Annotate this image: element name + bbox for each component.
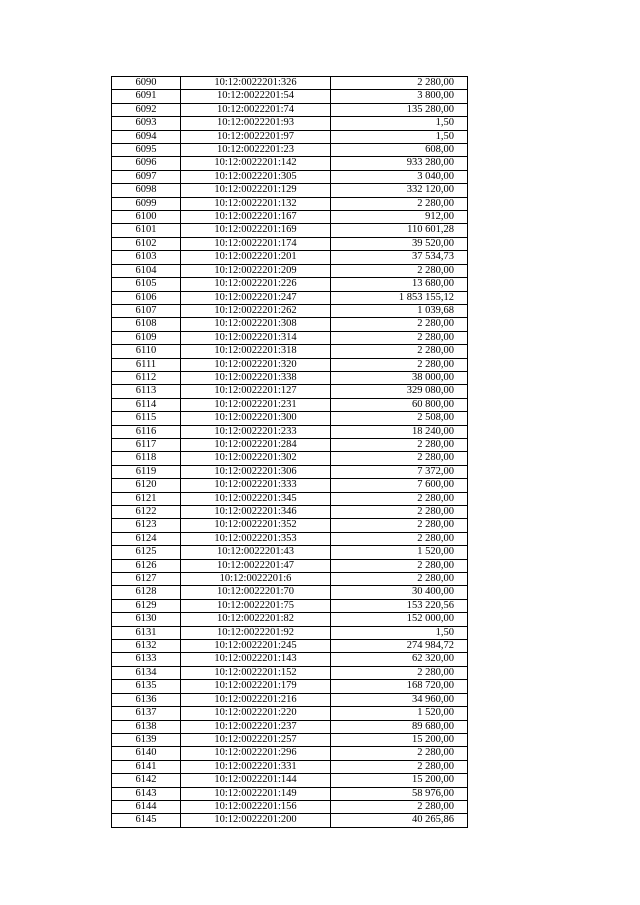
cadastral-number-cell: 10:12:0022201:201 <box>181 251 331 264</box>
amount-cell: 38 000,00 <box>331 371 468 384</box>
cadastral-number-cell: 10:12:0022201:152 <box>181 666 331 679</box>
cadastral-number-cell: 10:12:0022201:149 <box>181 787 331 800</box>
table-row <box>112 358 468 371</box>
row-number-cell: 6101 <box>112 224 181 237</box>
cadastral-number-cell: 10:12:0022201:308 <box>181 318 331 331</box>
amount-cell: 2 280,00 <box>331 452 468 465</box>
row-number-cell: 6128 <box>112 586 181 599</box>
cadastral-number-cell: 10:12:0022201:127 <box>181 385 331 398</box>
cadastral-number-cell: 10:12:0022201:43 <box>181 546 331 559</box>
amount-cell: 1,50 <box>331 130 468 143</box>
row-number-cell: 6093 <box>112 117 181 130</box>
cadastral-number-cell: 10:12:0022201:93 <box>181 117 331 130</box>
table-row <box>112 506 468 519</box>
row-number-cell: 6121 <box>112 492 181 505</box>
cadastral-number-cell: 10:12:0022201:54 <box>181 90 331 103</box>
cadastral-number-cell: 10:12:0022201:220 <box>181 707 331 720</box>
data-table <box>111 76 468 828</box>
row-number-cell: 6136 <box>112 693 181 706</box>
row-number-cell: 6138 <box>112 720 181 733</box>
amount-cell: 2 280,00 <box>331 532 468 545</box>
row-number-cell: 6109 <box>112 331 181 344</box>
table-row <box>112 197 468 210</box>
table-row <box>112 224 468 237</box>
table-body <box>112 77 468 828</box>
cadastral-number-cell: 10:12:0022201:314 <box>181 331 331 344</box>
table-row <box>112 304 468 317</box>
cadastral-number-cell: 10:12:0022201:209 <box>181 264 331 277</box>
amount-cell: 15 200,00 <box>331 774 468 787</box>
row-number-cell: 6108 <box>112 318 181 331</box>
amount-cell: 168 720,00 <box>331 680 468 693</box>
cadastral-number-cell: 10:12:0022201:231 <box>181 398 331 411</box>
amount-cell: 2 508,00 <box>331 412 468 425</box>
cadastral-number-cell: 10:12:0022201:179 <box>181 680 331 693</box>
table-row <box>112 760 468 773</box>
table-row <box>112 653 468 666</box>
amount-cell: 274 984,72 <box>331 640 468 653</box>
amount-cell: 39 520,00 <box>331 237 468 250</box>
cadastral-number-cell: 10:12:0022201:6 <box>181 573 331 586</box>
table-row <box>112 747 468 760</box>
cadastral-number-cell: 10:12:0022201:262 <box>181 304 331 317</box>
row-number-cell: 6131 <box>112 626 181 639</box>
amount-cell: 2 280,00 <box>331 747 468 760</box>
table-row <box>112 211 468 224</box>
cadastral-number-cell: 10:12:0022201:346 <box>181 506 331 519</box>
amount-cell: 2 280,00 <box>331 559 468 572</box>
row-number-cell: 6144 <box>112 800 181 813</box>
amount-cell: 135 280,00 <box>331 103 468 116</box>
cadastral-number-cell: 10:12:0022201:97 <box>181 130 331 143</box>
table-row <box>112 707 468 720</box>
cadastral-number-cell: 10:12:0022201:47 <box>181 559 331 572</box>
table-row <box>112 599 468 612</box>
cadastral-number-cell: 10:12:0022201:169 <box>181 224 331 237</box>
row-number-cell: 6135 <box>112 680 181 693</box>
amount-cell: 2 280,00 <box>331 318 468 331</box>
cadastral-number-cell: 10:12:0022201:345 <box>181 492 331 505</box>
row-number-cell: 6112 <box>112 371 181 384</box>
amount-cell: 7 600,00 <box>331 479 468 492</box>
cadastral-number-cell: 10:12:0022201:320 <box>181 358 331 371</box>
table-row <box>112 573 468 586</box>
row-number-cell: 6100 <box>112 211 181 224</box>
row-number-cell: 6106 <box>112 291 181 304</box>
table-row <box>112 412 468 425</box>
amount-cell: 2 280,00 <box>331 573 468 586</box>
amount-cell: 110 601,28 <box>331 224 468 237</box>
cadastral-number-cell: 10:12:0022201:174 <box>181 237 331 250</box>
table-row <box>112 666 468 679</box>
amount-cell: 7 372,00 <box>331 465 468 478</box>
row-number-cell: 6145 <box>112 814 181 827</box>
row-number-cell: 6118 <box>112 452 181 465</box>
amount-cell: 2 280,00 <box>331 331 468 344</box>
table-row <box>112 452 468 465</box>
table-row <box>112 733 468 746</box>
amount-cell: 329 080,00 <box>331 385 468 398</box>
table-row <box>112 546 468 559</box>
cadastral-number-cell: 10:12:0022201:353 <box>181 532 331 545</box>
row-number-cell: 6097 <box>112 170 181 183</box>
row-number-cell: 6092 <box>112 103 181 116</box>
row-number-cell: 6095 <box>112 144 181 157</box>
cadastral-number-cell: 10:12:0022201:226 <box>181 278 331 291</box>
row-number-cell: 6134 <box>112 666 181 679</box>
amount-cell: 933 280,00 <box>331 157 468 170</box>
cadastral-number-cell: 10:12:0022201:237 <box>181 720 331 733</box>
table-row <box>112 425 468 438</box>
row-number-cell: 6125 <box>112 546 181 559</box>
amount-cell: 2 280,00 <box>331 519 468 532</box>
table-row <box>112 237 468 250</box>
table-row <box>112 103 468 116</box>
row-number-cell: 6143 <box>112 787 181 800</box>
table-row <box>112 693 468 706</box>
amount-cell: 3 040,00 <box>331 170 468 183</box>
amount-cell: 1,50 <box>331 117 468 130</box>
amount-cell: 2 280,00 <box>331 438 468 451</box>
cadastral-number-cell: 10:12:0022201:326 <box>181 77 331 90</box>
row-number-cell: 6120 <box>112 479 181 492</box>
amount-cell: 912,00 <box>331 211 468 224</box>
row-number-cell: 6107 <box>112 304 181 317</box>
row-number-cell: 6116 <box>112 425 181 438</box>
amount-cell: 2 280,00 <box>331 760 468 773</box>
table-row <box>112 465 468 478</box>
table-row <box>112 184 468 197</box>
amount-cell: 15 200,00 <box>331 733 468 746</box>
table-row <box>112 640 468 653</box>
amount-cell: 89 680,00 <box>331 720 468 733</box>
table-row <box>112 130 468 143</box>
table-row <box>112 345 468 358</box>
cadastral-number-cell: 10:12:0022201:352 <box>181 519 331 532</box>
row-number-cell: 6132 <box>112 640 181 653</box>
cadastral-number-cell: 10:12:0022201:305 <box>181 170 331 183</box>
row-number-cell: 6099 <box>112 197 181 210</box>
amount-cell: 40 265,86 <box>331 814 468 827</box>
row-number-cell: 6111 <box>112 358 181 371</box>
amount-cell: 1 853 155,12 <box>331 291 468 304</box>
row-number-cell: 6094 <box>112 130 181 143</box>
row-number-cell: 6117 <box>112 438 181 451</box>
amount-cell: 152 000,00 <box>331 613 468 626</box>
cadastral-number-cell: 10:12:0022201:318 <box>181 345 331 358</box>
row-number-cell: 6102 <box>112 237 181 250</box>
cadastral-number-cell: 10:12:0022201:245 <box>181 640 331 653</box>
table-row <box>112 278 468 291</box>
amount-cell: 3 800,00 <box>331 90 468 103</box>
row-number-cell: 6103 <box>112 251 181 264</box>
cadastral-number-cell: 10:12:0022201:92 <box>181 626 331 639</box>
row-number-cell: 6130 <box>112 613 181 626</box>
row-number-cell: 6133 <box>112 653 181 666</box>
row-number-cell: 6098 <box>112 184 181 197</box>
amount-cell: 1,50 <box>331 626 468 639</box>
table-row <box>112 144 468 157</box>
amount-cell: 608,00 <box>331 144 468 157</box>
cadastral-number-cell: 10:12:0022201:233 <box>181 425 331 438</box>
table-row <box>112 117 468 130</box>
table-row <box>112 814 468 827</box>
cadastral-number-cell: 10:12:0022201:129 <box>181 184 331 197</box>
table-row <box>112 626 468 639</box>
table-row <box>112 519 468 532</box>
table-row <box>112 532 468 545</box>
table-row <box>112 787 468 800</box>
cadastral-number-cell: 10:12:0022201:82 <box>181 613 331 626</box>
amount-cell: 153 220,56 <box>331 599 468 612</box>
row-number-cell: 6122 <box>112 506 181 519</box>
table-row <box>112 77 468 90</box>
amount-cell: 1 520,00 <box>331 546 468 559</box>
row-number-cell: 6141 <box>112 760 181 773</box>
table-row <box>112 613 468 626</box>
amount-cell: 2 280,00 <box>331 358 468 371</box>
amount-cell: 30 400,00 <box>331 586 468 599</box>
row-number-cell: 6114 <box>112 398 181 411</box>
row-number-cell: 6115 <box>112 412 181 425</box>
amount-cell: 1 520,00 <box>331 707 468 720</box>
row-number-cell: 6113 <box>112 385 181 398</box>
amount-cell: 2 280,00 <box>331 264 468 277</box>
amount-cell: 60 800,00 <box>331 398 468 411</box>
row-number-cell: 6119 <box>112 465 181 478</box>
cadastral-number-cell: 10:12:0022201:306 <box>181 465 331 478</box>
amount-cell: 1 039,68 <box>331 304 468 317</box>
table-row <box>112 720 468 733</box>
amount-cell: 2 280,00 <box>331 800 468 813</box>
cadastral-number-cell: 10:12:0022201:167 <box>181 211 331 224</box>
table-row <box>112 251 468 264</box>
cadastral-number-cell: 10:12:0022201:142 <box>181 157 331 170</box>
cadastral-number-cell: 10:12:0022201:132 <box>181 197 331 210</box>
table-row <box>112 385 468 398</box>
row-number-cell: 6137 <box>112 707 181 720</box>
table-row <box>112 371 468 384</box>
cadastral-number-cell: 10:12:0022201:144 <box>181 774 331 787</box>
row-number-cell: 6096 <box>112 157 181 170</box>
cadastral-number-cell: 10:12:0022201:333 <box>181 479 331 492</box>
row-number-cell: 6142 <box>112 774 181 787</box>
amount-cell: 332 120,00 <box>331 184 468 197</box>
row-number-cell: 6126 <box>112 559 181 572</box>
cadastral-number-cell: 10:12:0022201:302 <box>181 452 331 465</box>
row-number-cell: 6104 <box>112 264 181 277</box>
cadastral-number-cell: 10:12:0022201:257 <box>181 733 331 746</box>
table-row <box>112 157 468 170</box>
amount-cell: 2 280,00 <box>331 345 468 358</box>
cadastral-number-cell: 10:12:0022201:216 <box>181 693 331 706</box>
table-row <box>112 479 468 492</box>
amount-cell: 58 976,00 <box>331 787 468 800</box>
amount-cell: 2 280,00 <box>331 197 468 210</box>
cadastral-number-cell: 10:12:0022201:70 <box>181 586 331 599</box>
amount-cell: 62 320,00 <box>331 653 468 666</box>
table-row <box>112 680 468 693</box>
table-row <box>112 398 468 411</box>
cadastral-number-cell: 10:12:0022201:23 <box>181 144 331 157</box>
cadastral-number-cell: 10:12:0022201:143 <box>181 653 331 666</box>
amount-cell: 37 534,73 <box>331 251 468 264</box>
row-number-cell: 6129 <box>112 599 181 612</box>
cadastral-number-cell: 10:12:0022201:74 <box>181 103 331 116</box>
table-row <box>112 559 468 572</box>
cadastral-number-cell: 10:12:0022201:284 <box>181 438 331 451</box>
row-number-cell: 6123 <box>112 519 181 532</box>
cadastral-number-cell: 10:12:0022201:247 <box>181 291 331 304</box>
row-number-cell: 6127 <box>112 573 181 586</box>
table-row <box>112 774 468 787</box>
amount-cell: 34 960,00 <box>331 693 468 706</box>
cadastral-number-cell: 10:12:0022201:156 <box>181 800 331 813</box>
amount-cell: 13 680,00 <box>331 278 468 291</box>
row-number-cell: 6110 <box>112 345 181 358</box>
table-row <box>112 492 468 505</box>
table-row <box>112 438 468 451</box>
cadastral-number-cell: 10:12:0022201:331 <box>181 760 331 773</box>
cadastral-number-cell: 10:12:0022201:338 <box>181 371 331 384</box>
cadastral-number-cell: 10:12:0022201:200 <box>181 814 331 827</box>
table-row <box>112 264 468 277</box>
cadastral-number-cell: 10:12:0022201:75 <box>181 599 331 612</box>
row-number-cell: 6105 <box>112 278 181 291</box>
amount-cell: 2 280,00 <box>331 666 468 679</box>
row-number-cell: 6124 <box>112 532 181 545</box>
amount-cell: 2 280,00 <box>331 506 468 519</box>
amount-cell: 18 240,00 <box>331 425 468 438</box>
table-row <box>112 800 468 813</box>
row-number-cell: 6139 <box>112 733 181 746</box>
table-row <box>112 331 468 344</box>
table-row <box>112 318 468 331</box>
cadastral-number-cell: 10:12:0022201:300 <box>181 412 331 425</box>
table-row <box>112 170 468 183</box>
row-number-cell: 6140 <box>112 747 181 760</box>
table-row <box>112 90 468 103</box>
table-row <box>112 291 468 304</box>
amount-cell: 2 280,00 <box>331 492 468 505</box>
amount-cell: 2 280,00 <box>331 77 468 90</box>
row-number-cell: 6090 <box>112 77 181 90</box>
cadastral-number-cell: 10:12:0022201:296 <box>181 747 331 760</box>
row-number-cell: 6091 <box>112 90 181 103</box>
table-row <box>112 586 468 599</box>
